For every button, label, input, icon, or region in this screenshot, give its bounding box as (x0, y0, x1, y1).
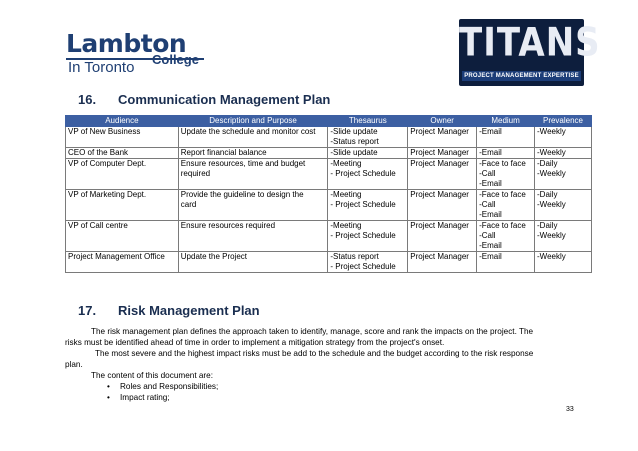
cell-medium: -Email (477, 148, 535, 159)
lambton-college-logo (66, 30, 206, 78)
bullet-icon: • (107, 393, 110, 402)
header-audience: Audience (66, 116, 179, 127)
header-description: Description and Purpose (178, 116, 328, 127)
table-row (66, 127, 592, 148)
cell-owner: Project Manager (408, 252, 477, 273)
cell-thesaurus: -Meeting - Project Schedule (328, 159, 408, 190)
header-prevalence: Prevalence (535, 116, 592, 127)
cell-thesaurus: -Slide update -Status report (328, 127, 408, 148)
cell-medium: -Face to face -Call -Email (477, 221, 535, 252)
cell-owner: Project Manager (408, 190, 477, 221)
table-row (66, 252, 592, 273)
header-medium: Medium (477, 116, 535, 127)
page-number: 33 (566, 406, 574, 413)
cell-medium: -Email (477, 127, 535, 148)
cell-description: Update the schedule and monitor cost (178, 127, 328, 148)
cell-description: Report financial balance (178, 148, 328, 159)
cell-medium: -Face to face -Call -Email (477, 159, 535, 190)
logo-college-text: College (152, 52, 199, 67)
list-item (107, 381, 219, 392)
cell-owner: Project Manager (408, 148, 477, 159)
cell-owner: Project Manager (408, 221, 477, 252)
cell-thesaurus: -Meeting - Project Schedule (328, 190, 408, 221)
list-item-text: Impact rating; (120, 393, 170, 402)
cell-audience: VP of Call centre (66, 221, 179, 252)
header-owner: Owner (408, 116, 477, 127)
cell-prevalence: -Weekly (535, 127, 592, 148)
logo-lambton-text: Lambton (66, 29, 187, 58)
section-16-number: 16. (78, 92, 97, 107)
cell-owner: Project Manager (408, 159, 477, 190)
cell-description: Ensure resources required (178, 221, 328, 252)
list-item-text: Roles and Responsibilities; (120, 382, 219, 391)
paragraph-2-line-1: The most severe and the highest impact risks must be add to the schedule and the budget according to the risk response (95, 349, 534, 358)
cell-medium: -Face to face -Call -Email (477, 190, 535, 221)
header-thesaurus: Thesaurus (328, 116, 408, 127)
paragraph-3: The content of this document are: (91, 371, 213, 380)
cell-audience: CEO of the Bank (66, 148, 179, 159)
paragraph-1-line-2: risks must be identified ahead of time in order to implement a mitigation strategy from the project's onset. (65, 338, 445, 347)
titans-logo (459, 19, 601, 86)
cell-thesaurus: -Slide update (328, 148, 408, 159)
table-header-row (66, 116, 592, 127)
cell-audience: VP of Marketing Dept. (66, 190, 179, 221)
cell-audience: Project Management Office (66, 252, 179, 273)
cell-prevalence: -Weekly (535, 252, 592, 273)
cell-owner: Project Manager (408, 127, 477, 148)
list-item (107, 392, 170, 403)
cell-prevalence: -Daily -Weekly (535, 159, 592, 190)
cell-medium: -Email (477, 252, 535, 273)
titans-logo-subtitle: PROJECT MANAGEMENT EXPERTISE (464, 73, 579, 79)
communication-plan-table (65, 115, 592, 273)
cell-audience: VP of Computer Dept. (66, 159, 179, 190)
paragraph-2-line-2: plan. (65, 360, 83, 369)
section-17-number: 17. (78, 303, 97, 318)
table-row (66, 148, 592, 159)
cell-audience: VP of New Business (66, 127, 179, 148)
bullet-icon: • (107, 382, 110, 391)
cell-prevalence: -Daily -Weekly (535, 221, 592, 252)
section-16-heading (78, 92, 330, 107)
cell-thesaurus: -Status report - Project Schedule (328, 252, 408, 273)
table-row (66, 190, 592, 221)
cell-description: Provide the guideline to design the card (178, 190, 328, 221)
cell-description: Ensure resources, time and budget required (178, 159, 328, 190)
paragraph-1-line-1: The risk management plan defines the approach taken to identify, manage, score and rank the impacts on the project. The (91, 327, 534, 336)
table-row (66, 159, 592, 190)
logo-location-text: In Toronto (68, 59, 135, 76)
titans-logo-text: TITANS (459, 20, 601, 66)
cell-thesaurus: -Meeting - Project Schedule (328, 221, 408, 252)
cell-description: Update the Project (178, 252, 328, 273)
section-17-title: Risk Management Plan (118, 303, 260, 318)
section-17-heading (78, 303, 260, 318)
section-16-title: Communication Management Plan (118, 92, 331, 107)
table-row (66, 221, 592, 252)
cell-prevalence: -Weekly (535, 148, 592, 159)
cell-prevalence: -Daily -Weekly (535, 190, 592, 221)
